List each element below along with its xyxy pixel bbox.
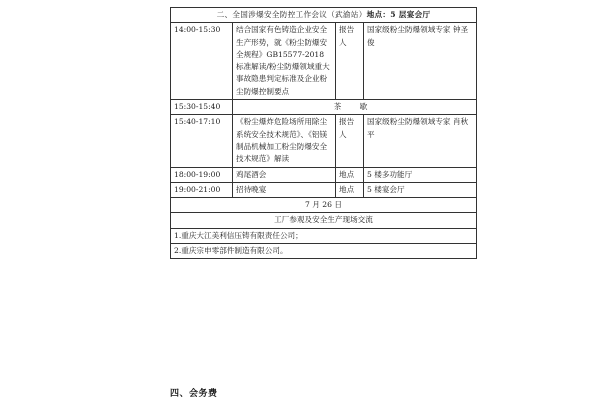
time-cell: 18:00-19:00 <box>171 167 233 182</box>
person-cell: 5 楼宴会厅 <box>364 182 477 197</box>
content-cell: 结合国家有色铸造企业安全生产形势，就《粉尘防爆安全规程》GB15577-2018 标准解读/粉尘防爆领域重大事故隐患判定标准及企业粉尘防爆控制要点 <box>233 23 336 100</box>
company-row <box>171 244 477 259</box>
tea-break-cell: 茶 歇 <box>233 100 477 115</box>
table-row <box>171 23 477 100</box>
table-row <box>171 182 477 197</box>
time-cell: 15:40-17:10 <box>171 115 233 167</box>
role-cell: 报告人 <box>336 23 364 100</box>
person-cell: 国家级粉尘防爆领域专家 肖秋平 <box>364 115 477 167</box>
role-cell: 地点 <box>336 182 364 197</box>
person-cell: 国家级粉尘防爆领域专家 钟圣俊 <box>364 23 477 100</box>
schedule-table <box>170 7 477 259</box>
visit-row <box>171 213 477 228</box>
table-row <box>171 167 477 182</box>
date-row <box>171 198 477 213</box>
table-row <box>171 100 477 115</box>
section-title-row <box>171 8 477 23</box>
person-cell: 5 楼多功能厅 <box>364 167 477 182</box>
role-cell: 地点 <box>336 167 364 182</box>
time-cell: 14:00-15:30 <box>171 23 233 100</box>
content-cell: 鸡尾酒会 <box>233 167 336 182</box>
company-cell: 2.重庆宗申零部件制造有限公司。 <box>171 244 477 259</box>
section-location: 地点：5 层宴会厅 <box>366 10 431 19</box>
date-cell: 7 月 26 日 <box>171 198 477 213</box>
visit-activity-cell: 工厂参观及安全生产现场交流 <box>171 213 477 228</box>
section-title: 二、全国涉爆安全防控工作会议（武渝站） <box>216 10 367 19</box>
time-cell: 15:30-15:40 <box>171 100 233 115</box>
company-cell: 1.重庆大江美利信压铸有限责任公司； <box>171 228 477 243</box>
section-title-cell <box>171 8 477 23</box>
role-cell: 报告人 <box>336 115 364 167</box>
table-row <box>171 115 477 167</box>
content-cell: 招待晚宴 <box>233 182 336 197</box>
content-cell: 《粉尘爆炸危险场所用除尘系统安全技术规范》、《铝镁制品机械加工粉尘防爆安全技术规范》解读 <box>233 115 336 167</box>
time-cell: 19:00-21:00 <box>171 182 233 197</box>
section-heading-fees: 四、会务费 <box>170 389 218 399</box>
company-row <box>171 228 477 243</box>
